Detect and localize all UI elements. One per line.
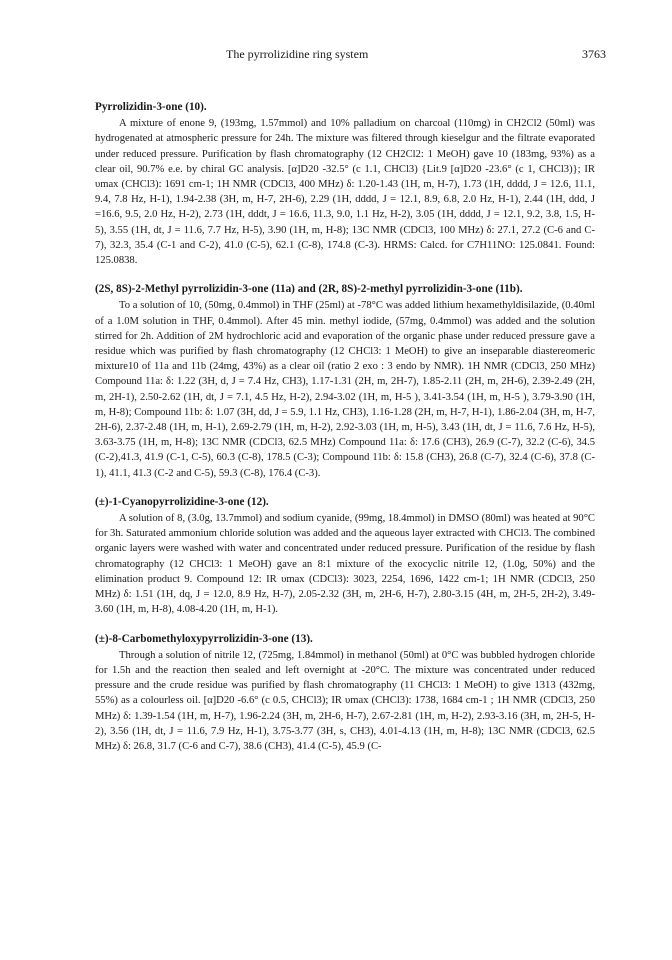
section-heading: Pyrrolizidin-3-one (10). xyxy=(95,101,207,113)
running-title: The pyrrolizidine ring system xyxy=(226,47,369,61)
section-heading: (±)-1-Cyanopyrrolizidine-3-one (12). xyxy=(95,495,269,508)
section-heading: (±)-8-Carbomethyloxypyrrolizidin-3-one (13). xyxy=(95,632,313,645)
page-number: 3763 xyxy=(582,47,606,61)
section-methyl-pyrrolizidinone xyxy=(95,282,595,481)
section-body: A solution of 8, (3.0g, 13.7mmol) and sodium cyanide, (99mg, 18.4mmol) in DMSO (80ml) was heated at 90°C for 3h. Saturated ammonium chloride solution was added and the aqueous layer extracted with CHCl3. The combined organic layers were washed with water and concentrated under reduced pressure. Purification of the residue by flash chromatography (12 CHCl3: 1 MeOH) gave an 8:1 mixture of the exocyclic nitrile 12, (1.0g, 50%) and the elimination product 9. Compound 12: IR υmax (CDCl3): 3023, 2254, 1696, 1422 cm-1; 1H NMR (CDCl3, 250 MHz) δ: 1.51 (1H, dq, J = 12.0, 8.9 Hz, H-7), 2.05-2.32 (3H, m, 2H-6, H-7), 2.80-3.15 (4H, m, 2H-5, 2H-2), 3.49-3.60 (1H, m, H-8), 4.08-4.20 (1H, m, H-1). xyxy=(95,513,595,616)
section-cyanopyrrolizidinone xyxy=(95,495,595,618)
section-body: Through a solution of nitrile 12, (725mg, 1.84mmol) in methanol (50ml) at 0°C was bubbled hydrogen chloride for 1.5h and the reaction then sealed and left overnight at -20°C. The mixture was concentrated under reduced pressure and the crude residue was purified by flash chromatography (11 CHCl3: 1 MeOH) to give 1313 (432mg, 55%) as a colourless oil. [α]D20 -6.6° (c 0.5, CHCl3); IR υmax (CHCl3): 1738, 1684 cm-1 ; 1H NMR (CDCl3, 250 MHz) δ: 1.39-1.54 (1H, m, H-7), 1.96-2.24 (3H, m, 2H-6, H-7), 2.67-2.81 (1H, m, H-2), 2.93-3.16 (3H, m, 2H-5, H-2), 3.56 (1H, dt, J = 11.6, 7.9 Hz, H-1), 3.75-3.77 (3H, s, CH3), 4.01-4.13 (1H, m, H-8); 13C NMR (CDCl3, 62.5 MHz) δ: 26.8, 31.7 (C-6 and C-7), 38.6 (CH3), 41.4 (C-5), 45.9 (C- xyxy=(95,649,595,752)
section-body: To a solution of 10, (50mg, 0.4mmol) in THF (25ml) at -78°C was added lithium hexamethyldisilazide, (0.40ml of a 1.0M solution in THF, 0.4mmol). After 45 min. methyl iodide, (57mg, 0.4mmol) was added and the solution stirred for 2h. Addition of 2M hydrochloric acid and evaporation of the organic phase under reduced pressure gave a residue which was purified by flash chromatography (12 CHCl3: 1 MeOH) to give an inseparable diastereomeric mixture10 of 11a and 11b (24mg, 43%) as a clear oil (ratio 2 exo : 3 endo by NMR). 1H NMR (CDCl3, 250 MHz) Compound 11a: δ: 1.22 (3H, d, J = 7.4 Hz, CH3), 1.17-1.31 (2H, m, 2H-7), 1.85-2.11 (2H, m, 2H-6), 2.39-2.49 (2H, m, 2H-1), 2.50-2.62 (1H, dt, J = 7.1, 4.5 Hz, H-2), 2.94-3.02 (1H, m, H-5 ), 3.41-3.54 (1H, m, H-5 ), 3.79-3.90 (1H, m, H-8); Compound 11b: δ: 1.07 (3H, dd, J = 5.9, 1.1 Hz, CH3), 1.16-1.28 (2H, m, H-7, H-1), 1.86-2.04 (3H, m, H-7, 2H-6), 2.37-2.48 (1H, m, H-1), 2.69-2.79 (1H, m, H-2), 2.92-3.03 (1H, m, H-5), 3.43 (1H, dt, J = 11.6, 7.6 Hz, H-5), 3.63-3.75 (1H, m, H-8); 13C NMR (CDCl3, 62.5 MHz) Compound 11a: δ: 17.6 (CH3), 26.9 (C-7), 32.2 (C-6), 34.5 (C-2),41.3, 41.9 (C-1, C-5), 60.3 (C-8), 178.5 (C-3); Compound 11b: δ: 15.8 (CH3), 26.8 (C-7), 32.4 (C-6), 37.8 (C-1), 41.1, 41.3 (C-2 and C-5), 59.3 (C-8), 176.4 (C-3). xyxy=(95,300,595,479)
experimental-text xyxy=(95,100,595,768)
section-carbomethyloxy xyxy=(95,632,595,755)
section-body: A mixture of enone 9, (193mg, 1.57mmol) and 10% palladium on charcoal (110mg) in CH2Cl2 (50ml) was hydrogenated at atmospheric pressure for 24h. The mixture was filtered through kieselgur and the filtrate evaporated under reduced pressure. Purification by flash chromatography (12 CH2Cl2: 1 MeOH) gave 10 (183mg, 93%) as a clear oil, 90.7% e.e. by chiral GC analysis. [α]D20 -32.5° (c 1.1, CHCl3) {Lit.9 [α]D20 -23.6° (c 1, CHCl3)}; IR υmax (CHCl3): 1691 cm-1; 1H NMR (CDCl3, 400 MHz) δ: 1.20-1.43 (1H, m, H-7), 1.73 (1H, dddd, J = 12.6, 11.1, 9.4, 7.8 Hz, H-1), 1.94-2.38 (3H, m, H-7, 2H-6), 2.29 (1H, dddd, J = 12.1, 8.9, 6.8, 2.0 Hz, H-1), 2.44 (1H, ddd, J =16.6, 9.5, 2.0 Hz, H-2), 2.73 (1H, dddt, J = 16.6, 11.3, 9.0, 1.1 Hz, H-2), 3.05 (1H, dddd, J = 12.1, 9.2, 3.8, 1.5, H-5), 3.55 (1H, dt, J = 11.6, 7.7 Hz, H-5), 3.90 (1H, m, H-8); 13C NMR (CDCl3, 100 MHz) δ: 27.1, 27.2 (C-6 and C-7), 32.3, 35.4 (C-1 and C-2), 41.0 (C-5), 62.1 (C-8), 174.8 (C-3). HRMS: Calcd. for C7H11NO: 125.0841. Found: 125.0838. xyxy=(95,118,595,267)
section-pyrrolizidinone xyxy=(95,100,595,268)
section-heading: (2S, 8S)-2-Methyl pyrrolizidin-3-one (11a) and (2R, 8S)-2-methyl pyrrolizidin-3-one (11b). xyxy=(95,283,523,296)
